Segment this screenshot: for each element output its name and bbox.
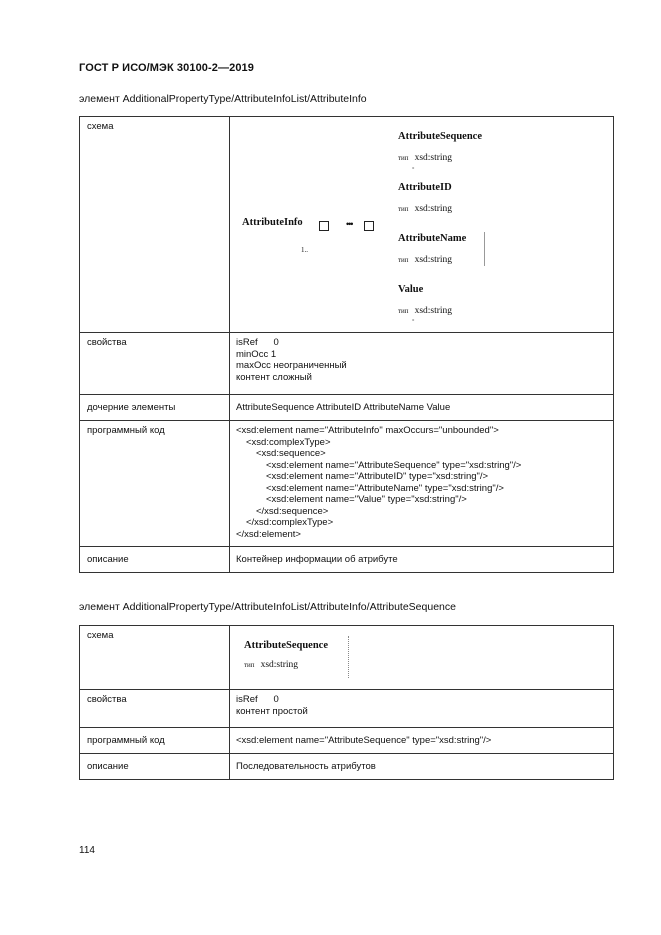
code-line: <xsd:element name="Value" type="xsd:string"/> (266, 494, 467, 505)
child-type-value: тип xsd:string (398, 306, 453, 316)
code-line: <xsd:element name="AttributeName" type="xsd:string"/> (266, 482, 504, 494)
label-properties: свойства (80, 690, 230, 728)
schema-diagram (236, 121, 607, 327)
code-line: <xsd:element name="AttributeSequence" type="xsd:string"/> (266, 459, 522, 471)
row-children (80, 395, 614, 421)
child-type-attributesequence: тип xsd:string (398, 153, 453, 163)
prop-line: isRef 0 (236, 337, 279, 348)
code-line: <xsd:element name="AttributeSequence" type="xsd:string"/> (230, 728, 614, 754)
code-line: <xsd:element name="AttributeID" type="xsd:string"/> (266, 471, 489, 482)
section-caption-attributeinfo: элемент AdditionalPropertyType/AttributeInfoList/AttributeInfo (79, 93, 367, 105)
schema-diagram-cell (230, 626, 614, 690)
element-name: AttributeSequence (244, 640, 328, 651)
row-properties (80, 333, 614, 395)
child-name-value: Value (398, 284, 424, 295)
child-name-attributeid: AttributeID (398, 182, 452, 193)
section-caption-attributesequence: элемент AdditionalPropertyType/AttributeInfoList/AttributeInfo/AttributeSequence (79, 601, 456, 613)
child-name-attributesequence: AttributeSequence (398, 131, 482, 142)
sequence-icon: ••• (346, 219, 353, 229)
label-children: дочерние элементы (80, 395, 230, 421)
label-schema: схема (80, 117, 230, 333)
code-line: <xsd:complexType> (246, 436, 331, 448)
label-schema: схема (80, 626, 230, 690)
prop-line: контент сложный (236, 371, 312, 383)
row-schema (80, 626, 614, 690)
tick-mark-icon: ° (412, 167, 415, 173)
label-properties: свойства (80, 333, 230, 395)
child-name-attributename: AttributeName (398, 233, 467, 244)
divider-line (348, 636, 349, 678)
page-number: 114 (79, 845, 95, 856)
row-schema (80, 117, 614, 333)
document-header: ГОСТ Р ИСО/МЭК 30100-2—2019 (79, 62, 254, 74)
code-line: <xsd:sequence> (256, 448, 326, 459)
properties-cell (230, 690, 614, 728)
child-type-attributename: тип xsd:string (398, 255, 453, 265)
children-value: AttributeSequence AttributeID AttributeName Value (230, 395, 614, 421)
row-description (80, 754, 614, 780)
prop-line: контент простой (236, 705, 308, 717)
label-code: программный код (80, 421, 230, 547)
code-line: </xsd:complexType> (246, 517, 334, 528)
element-type: тип xsd:string (244, 660, 299, 670)
code-cell (230, 421, 614, 547)
code-line: <xsd:element name="AttributeInfo" maxOccurs="unbounded"> (236, 425, 499, 436)
row-code (80, 421, 614, 547)
prop-line: isRef 0 (236, 694, 279, 705)
row-description (80, 547, 614, 573)
label-description: описание (80, 754, 230, 780)
spec-table-attributesequence (79, 625, 614, 780)
spec-table-attributeinfo (79, 116, 614, 573)
schema-diagram-cell (230, 117, 614, 333)
code-line: </xsd:element> (236, 528, 301, 540)
label-code: программный код (80, 728, 230, 754)
child-type-attributeid: тип xsd:string (398, 204, 453, 214)
code-line: </xsd:sequence> (256, 505, 329, 517)
description-value: Последовательность атрибутов (230, 754, 614, 780)
label-description: описание (80, 547, 230, 573)
tick-mark-icon: ° (412, 319, 415, 325)
sequence-box-icon (364, 221, 374, 231)
diagram-root-name: AttributeInfo (242, 217, 303, 228)
description-value: Контейнер информации об атрибуте (230, 547, 614, 573)
prop-line: minOcc 1 (236, 348, 277, 360)
expand-box-icon (319, 221, 329, 231)
properties-cell (230, 333, 614, 395)
prop-line: maxOcc неограниченный (236, 360, 347, 371)
divider-line (484, 232, 485, 266)
row-code (80, 728, 614, 754)
row-properties (80, 690, 614, 728)
schema-diagram (236, 630, 607, 684)
diagram-occurs: 1.. (301, 246, 308, 254)
